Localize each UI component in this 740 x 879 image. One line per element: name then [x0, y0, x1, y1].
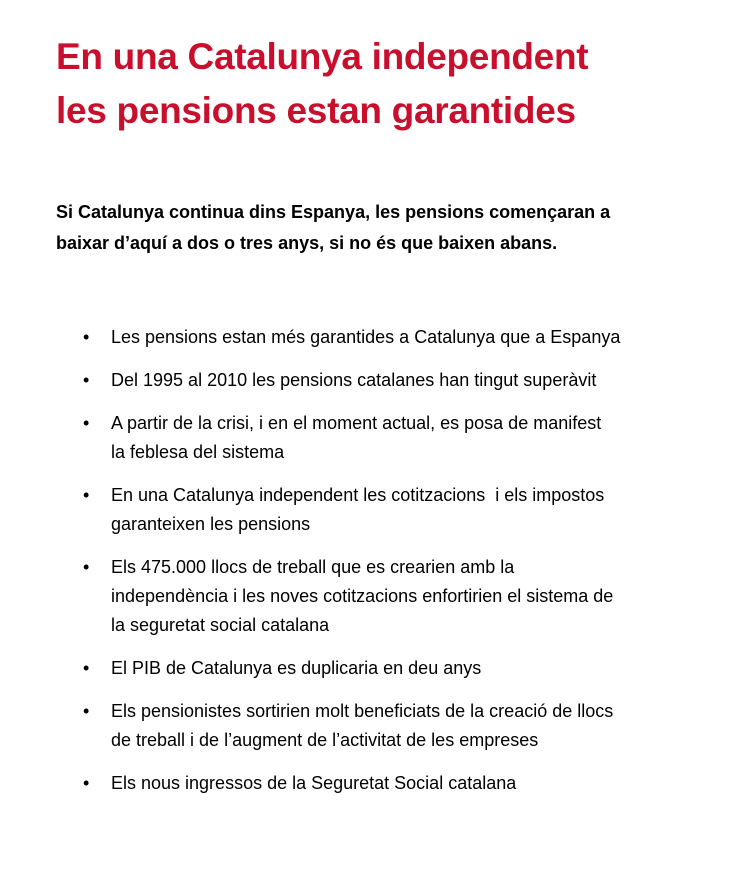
bullet-line: A partir de la crisi, i en el moment actual, es posa de manifest [111, 413, 602, 433]
bullet-list [78, 323, 718, 812]
title-line: les pensions estan garantides [56, 90, 576, 131]
bullet-line: garanteixen les pensions [111, 514, 311, 534]
bullet-item [78, 654, 718, 683]
title-line: En una Catalunya independent [56, 36, 589, 77]
bullet-icon: • [83, 327, 90, 347]
bullet-item [78, 769, 718, 798]
bullet-icon: • [83, 773, 90, 793]
lead-line: baixar d’aquí a dos o tres anys, si no és que baixen abans. [56, 233, 558, 253]
bullet-item [78, 697, 718, 755]
bullet-line: En una Catalunya independent les cotitzacions i els impostos [111, 485, 605, 505]
bullet-text [111, 654, 718, 683]
bullet-line: El PIB de Catalunya es duplicaria en deu anys [111, 658, 482, 678]
bullet-text [111, 409, 718, 467]
bullet-item [78, 409, 718, 467]
bullet-icon: • [83, 557, 90, 577]
bullet-text [111, 769, 718, 798]
bullet-line: la feblesa del sistema [111, 442, 285, 462]
bullet-icon: • [83, 658, 90, 678]
bullet-icon: • [83, 370, 90, 390]
bullet-text [111, 481, 718, 539]
bullet-line: independència i les noves cotitzacions enfortirien el sistema de [111, 586, 614, 606]
bullet-line: Els nous ingressos de la Seguretat Social catalana [111, 773, 517, 793]
bullet-item [78, 366, 718, 395]
bullet-icon: • [83, 701, 90, 721]
bullet-text [111, 323, 718, 352]
bullet-text [111, 553, 718, 640]
bullet-line: Les pensions estan més garantides a Catalunya que a Espanya [111, 327, 621, 347]
bullet-item [78, 323, 718, 352]
bullet-item [78, 553, 718, 640]
page-title [56, 30, 726, 138]
bullet-icon: • [83, 485, 90, 505]
lead-line: Si Catalunya continua dins Espanya, les pensions començaran a [56, 202, 611, 222]
bullet-line: Els 475.000 llocs de treball que es crearien amb la [111, 557, 515, 577]
bullet-line: la seguretat social catalana [111, 615, 330, 635]
bullet-icon: • [83, 413, 90, 433]
bullet-item [78, 481, 718, 539]
bullet-line: de treball i de l’augment de l’activitat de les empreses [111, 730, 539, 750]
bullet-line: Del 1995 al 2010 les pensions catalanes han tingut superàvit [111, 370, 597, 390]
bullet-text [111, 697, 718, 755]
bullet-text [111, 366, 718, 395]
lead-paragraph [56, 197, 716, 259]
bullet-line: Els pensionistes sortirien molt beneficiats de la creació de llocs [111, 701, 614, 721]
